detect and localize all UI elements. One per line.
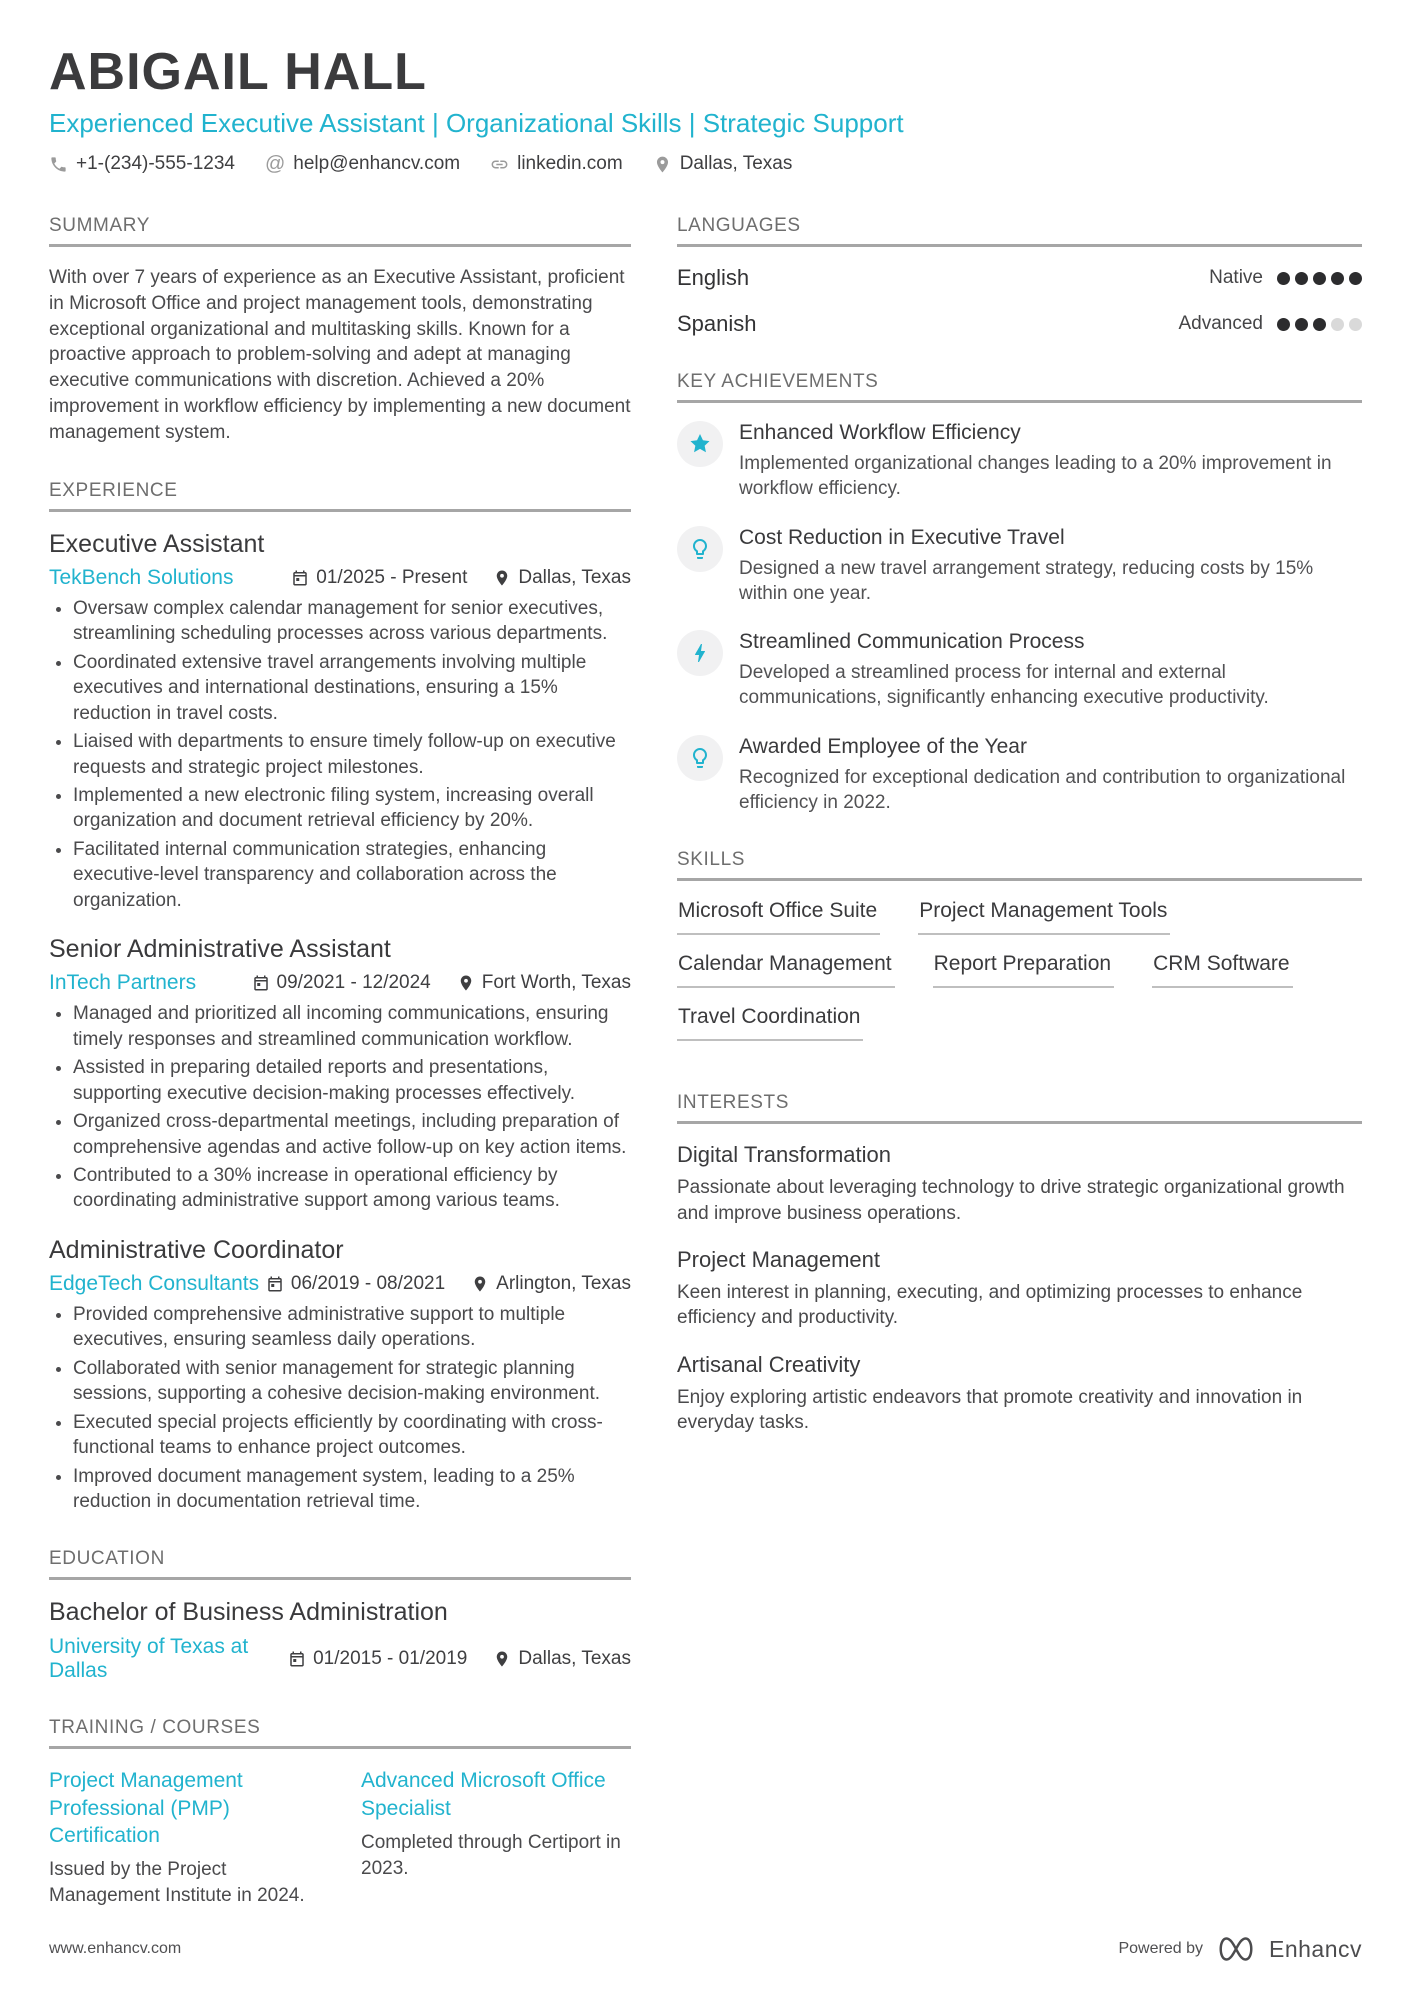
education-heading: EDUCATION bbox=[49, 1548, 631, 1580]
achievements-section bbox=[677, 371, 1362, 815]
interest-item bbox=[677, 1247, 1362, 1331]
proficiency-dot bbox=[1313, 318, 1326, 331]
job-bullet: • Improved document management system, leading to a 25% reduction in documentation retrieval time. bbox=[73, 1464, 631, 1515]
contact-email[interactable] bbox=[265, 153, 460, 175]
calendar-icon bbox=[291, 569, 309, 587]
skill-tag: Microsoft Office Suite bbox=[677, 899, 880, 935]
job-bullet: • Managed and prioritized all incoming communications, ensuring timely responses and streamlined communication workflow. bbox=[73, 1001, 631, 1052]
job-dates-text: 06/2019 - 08/2021 bbox=[290, 1272, 446, 1294]
job-location-text: Arlington, Texas bbox=[496, 1272, 631, 1294]
job-entry bbox=[49, 530, 631, 913]
courses-list bbox=[49, 1767, 631, 1908]
contact-phone bbox=[49, 153, 235, 175]
job-title: Administrative Coordinator bbox=[49, 1235, 344, 1264]
job-bullets bbox=[49, 596, 631, 913]
achievement-item bbox=[677, 735, 1362, 816]
training-heading: TRAINING / COURSES bbox=[49, 1717, 631, 1749]
left-column bbox=[49, 215, 631, 1942]
training-section bbox=[49, 1717, 631, 1908]
contact-phone-text: +1-(234)-555-1234 bbox=[76, 153, 235, 174]
language-row bbox=[677, 265, 1362, 291]
job-meta bbox=[49, 1272, 631, 1296]
achievement-description: Developed a streamlined process for internal and external communications, significantly enhancing executive productivity. bbox=[739, 662, 1269, 709]
job-dates bbox=[291, 567, 467, 589]
contact-location bbox=[653, 153, 793, 175]
skills-section bbox=[677, 849, 1362, 1058]
achievement-title: Streamlined Communication Process bbox=[739, 630, 1085, 654]
achievement-item bbox=[677, 421, 1362, 502]
location-pin-icon bbox=[471, 1275, 489, 1293]
interest-item bbox=[677, 1352, 1362, 1436]
language-level: Advanced bbox=[1178, 313, 1263, 334]
skills-heading: SKILLS bbox=[677, 849, 1362, 881]
education-location-text: Dallas, Texas bbox=[518, 1648, 631, 1670]
proficiency-dot bbox=[1295, 272, 1308, 285]
course-title: Project Management Professional (PMP) Certification bbox=[49, 1769, 243, 1848]
company-name: EdgeTech Consultants bbox=[49, 1271, 260, 1295]
calendar-icon bbox=[252, 974, 270, 992]
achievement-title: Cost Reduction in Executive Travel bbox=[739, 525, 1065, 549]
interest-title: Project Management bbox=[677, 1247, 880, 1273]
star-icon bbox=[677, 421, 723, 467]
enhancv-logo-icon[interactable] bbox=[1215, 1935, 1257, 1963]
location-pin-icon bbox=[493, 569, 511, 587]
course-description: Issued by the Project Management Institute in 2024. bbox=[49, 1859, 305, 1906]
skill-tag: Report Preparation bbox=[933, 952, 1114, 988]
course-item bbox=[49, 1767, 319, 1908]
job-bullet: • Assisted in preparing detailed reports and presentations, supporting executive decision-making processes effectively. bbox=[73, 1055, 631, 1106]
location-pin-icon bbox=[457, 974, 475, 992]
footer-brand bbox=[1118, 1935, 1362, 1963]
company-name: InTech Partners bbox=[49, 971, 197, 995]
job-bullet: • Contributed to a 30% increase in operational efficiency by coordinating administrative support among various teams. bbox=[73, 1163, 631, 1214]
achievements-list bbox=[677, 421, 1362, 815]
proficiency-dot bbox=[1277, 318, 1290, 331]
interest-title: Digital Transformation bbox=[677, 1142, 891, 1168]
proficiency-dot bbox=[1277, 272, 1290, 285]
proficiency-dot bbox=[1295, 318, 1308, 331]
skill-tag: Calendar Management bbox=[677, 952, 895, 988]
contact-website-text[interactable]: linkedin.com bbox=[517, 153, 623, 174]
achievement-item bbox=[677, 526, 1362, 607]
brand-name[interactable]: Enhancv bbox=[1268, 1935, 1362, 1962]
footer-website[interactable]: www.enhancv.com bbox=[49, 1940, 182, 1957]
at-icon: @ bbox=[264, 152, 286, 175]
proficiency-dot bbox=[1349, 318, 1362, 331]
job-bullet: • Implemented a new electronic filing system, increasing overall organization and document retrieval efficiency by 20%. bbox=[73, 783, 631, 834]
lightbulb-icon bbox=[677, 735, 723, 781]
experience-heading: EXPERIENCE bbox=[49, 480, 631, 512]
job-bullet: • Organized cross-departmental meetings, including preparation of comprehensive agendas and active follow-up on key action items. bbox=[73, 1109, 631, 1160]
calendar-icon bbox=[288, 1650, 306, 1668]
achievements-heading: KEY ACHIEVEMENTS bbox=[677, 371, 1362, 403]
contact-website[interactable] bbox=[490, 153, 623, 175]
experience-section bbox=[49, 480, 631, 1515]
degree-title: Bachelor of Business Administration bbox=[49, 1598, 448, 1627]
interest-item bbox=[677, 1142, 1362, 1226]
education-location bbox=[493, 1648, 631, 1670]
achievement-description: Designed a new travel arrangement strategy, reducing costs by 15% within one year. bbox=[739, 557, 1314, 604]
achievement-title: Awarded Employee of the Year bbox=[739, 734, 1027, 758]
languages-section bbox=[677, 215, 1362, 337]
location-pin-icon bbox=[653, 155, 672, 174]
interests-list bbox=[677, 1142, 1362, 1436]
job-meta bbox=[49, 566, 631, 590]
contact-location-text: Dallas, Texas bbox=[679, 153, 793, 174]
proficiency-dot bbox=[1331, 318, 1344, 331]
job-bullet: • Executed special projects efficiently by coordinating with cross-functional teams to enhance project outcomes. bbox=[73, 1410, 631, 1461]
bolt-icon bbox=[677, 630, 723, 676]
job-title: Executive Assistant bbox=[49, 529, 265, 558]
right-column bbox=[677, 215, 1362, 1942]
school-name: University of Texas at Dallas bbox=[49, 1635, 249, 1683]
course-item bbox=[361, 1767, 631, 1908]
page-footer bbox=[49, 1935, 1362, 1963]
proficiency-dot bbox=[1331, 272, 1344, 285]
job-bullets bbox=[49, 1001, 631, 1214]
job-location bbox=[493, 567, 631, 589]
achievement-body bbox=[739, 526, 1362, 607]
achievement-body bbox=[739, 421, 1362, 502]
course-title: Advanced Microsoft Office Specialist bbox=[361, 1769, 606, 1820]
achievement-title: Enhanced Workflow Efficiency bbox=[739, 421, 1021, 444]
job-entry bbox=[49, 1236, 631, 1515]
job-location bbox=[457, 972, 631, 994]
job-meta bbox=[49, 971, 631, 995]
skill-tag: Travel Coordination bbox=[677, 1005, 863, 1041]
achievement-body bbox=[739, 630, 1362, 711]
proficiency-dots bbox=[1277, 272, 1362, 285]
job-bullets bbox=[49, 1302, 631, 1515]
powered-by-label: Powered by bbox=[1118, 1940, 1203, 1957]
candidate-headline: Experienced Executive Assistant | Organizational Skills | Strategic Support bbox=[49, 108, 904, 138]
job-bullet: • Oversaw complex calendar management for senior executives, streamlining scheduling processes across various departments. bbox=[73, 596, 631, 647]
job-bullet: • Coordinated extensive travel arrangements involving multiple executives and international destinations, ensuring a 15% reduction in travel costs. bbox=[73, 650, 631, 726]
education-section bbox=[49, 1548, 631, 1683]
job-dates-text: 09/2021 - 12/2024 bbox=[276, 972, 431, 994]
company-name: TekBench Solutions bbox=[49, 565, 234, 589]
skills-list bbox=[677, 899, 1362, 1058]
calendar-icon bbox=[266, 1275, 284, 1293]
summary-text: With over 7 years of experience as an Executive Assistant, proficient in Microsoft Office and project management tools, demonstrating exceptional organizational and multitasking skills. Known for a proactive approach to problem-solving and adept at managing executive communications with discretion. Achieved a 20% improvement in workflow efficiency by implementing a new document management system. bbox=[49, 267, 631, 443]
interests-heading: INTERESTS bbox=[677, 1092, 1362, 1124]
skill-tag: CRM Software bbox=[1152, 952, 1293, 988]
achievement-description: Recognized for exceptional dedication and contribution to organizational efficiency in 2022. bbox=[739, 766, 1346, 813]
job-bullet: • Facilitated internal communication strategies, enhancing executive-level transparency and collaboration across the organization. bbox=[73, 837, 631, 913]
achievement-description: Implemented organizational changes leading to a 20% improvement in workflow efficiency. bbox=[739, 453, 1332, 500]
interests-section bbox=[677, 1092, 1362, 1436]
lightbulb-icon bbox=[677, 526, 723, 572]
languages-heading: LANGUAGES bbox=[677, 215, 1362, 247]
job-location-text: Dallas, Texas bbox=[518, 566, 631, 588]
achievement-item bbox=[677, 630, 1362, 711]
resume-header bbox=[49, 42, 1362, 175]
link-icon bbox=[490, 155, 509, 174]
language-name: Spanish bbox=[677, 311, 757, 336]
course-description: Completed through Certiport in 2023. bbox=[361, 1832, 621, 1879]
job-location bbox=[471, 1273, 631, 1295]
language-row bbox=[677, 311, 1362, 337]
summary-section bbox=[49, 215, 631, 446]
language-name: English bbox=[677, 265, 750, 290]
summary-heading: SUMMARY bbox=[49, 215, 631, 247]
job-dates bbox=[252, 972, 431, 994]
job-dates bbox=[266, 1273, 445, 1295]
job-title: Senior Administrative Assistant bbox=[49, 935, 391, 964]
skill-tag: Project Management Tools bbox=[918, 899, 1170, 935]
contact-row bbox=[49, 153, 1362, 175]
job-location-text: Fort Worth, Texas bbox=[481, 972, 631, 994]
phone-icon bbox=[49, 155, 68, 174]
education-meta bbox=[49, 1635, 631, 1683]
interest-description: Keen interest in planning, executing, and optimizing processes to enhance efficiency and productivity. bbox=[677, 1282, 1303, 1329]
job-bullet: • Collaborated with senior management for strategic planning sessions, supporting a cohesive decision-making environment. bbox=[73, 1356, 631, 1407]
candidate-name: ABIGAIL HALL bbox=[49, 43, 427, 101]
job-dates-text: 01/2025 - Present bbox=[316, 566, 468, 588]
resume-columns bbox=[49, 215, 1362, 1942]
interest-title: Artisanal Creativity bbox=[677, 1351, 861, 1377]
language-level-group bbox=[1209, 267, 1362, 289]
experience-jobs bbox=[49, 530, 631, 1515]
education-dates bbox=[288, 1648, 467, 1670]
contact-email-text[interactable]: help@enhancv.com bbox=[293, 153, 461, 174]
job-bullet: • Liaised with departments to ensure timely follow-up on executive requests and strategic project milestones. bbox=[73, 729, 631, 780]
proficiency-dot bbox=[1349, 272, 1362, 285]
proficiency-dots bbox=[1277, 318, 1362, 331]
languages-list bbox=[677, 265, 1362, 337]
interest-description: Passionate about leveraging technology to drive strategic organizational growth and improve business operations. bbox=[677, 1177, 1345, 1224]
proficiency-dot bbox=[1313, 272, 1326, 285]
education-dates-text: 01/2015 - 01/2019 bbox=[313, 1648, 468, 1670]
interest-description: Enjoy exploring artistic endeavors that promote creativity and innovation in everyday tasks. bbox=[677, 1386, 1303, 1434]
location-pin-icon bbox=[493, 1650, 511, 1668]
job-entry bbox=[49, 935, 631, 1214]
achievement-body bbox=[739, 735, 1362, 816]
job-bullet: • Provided comprehensive administrative support to multiple executives, ensuring seamless daily operations. bbox=[73, 1302, 631, 1353]
language-level-group bbox=[1178, 313, 1362, 335]
language-level: Native bbox=[1209, 267, 1263, 288]
